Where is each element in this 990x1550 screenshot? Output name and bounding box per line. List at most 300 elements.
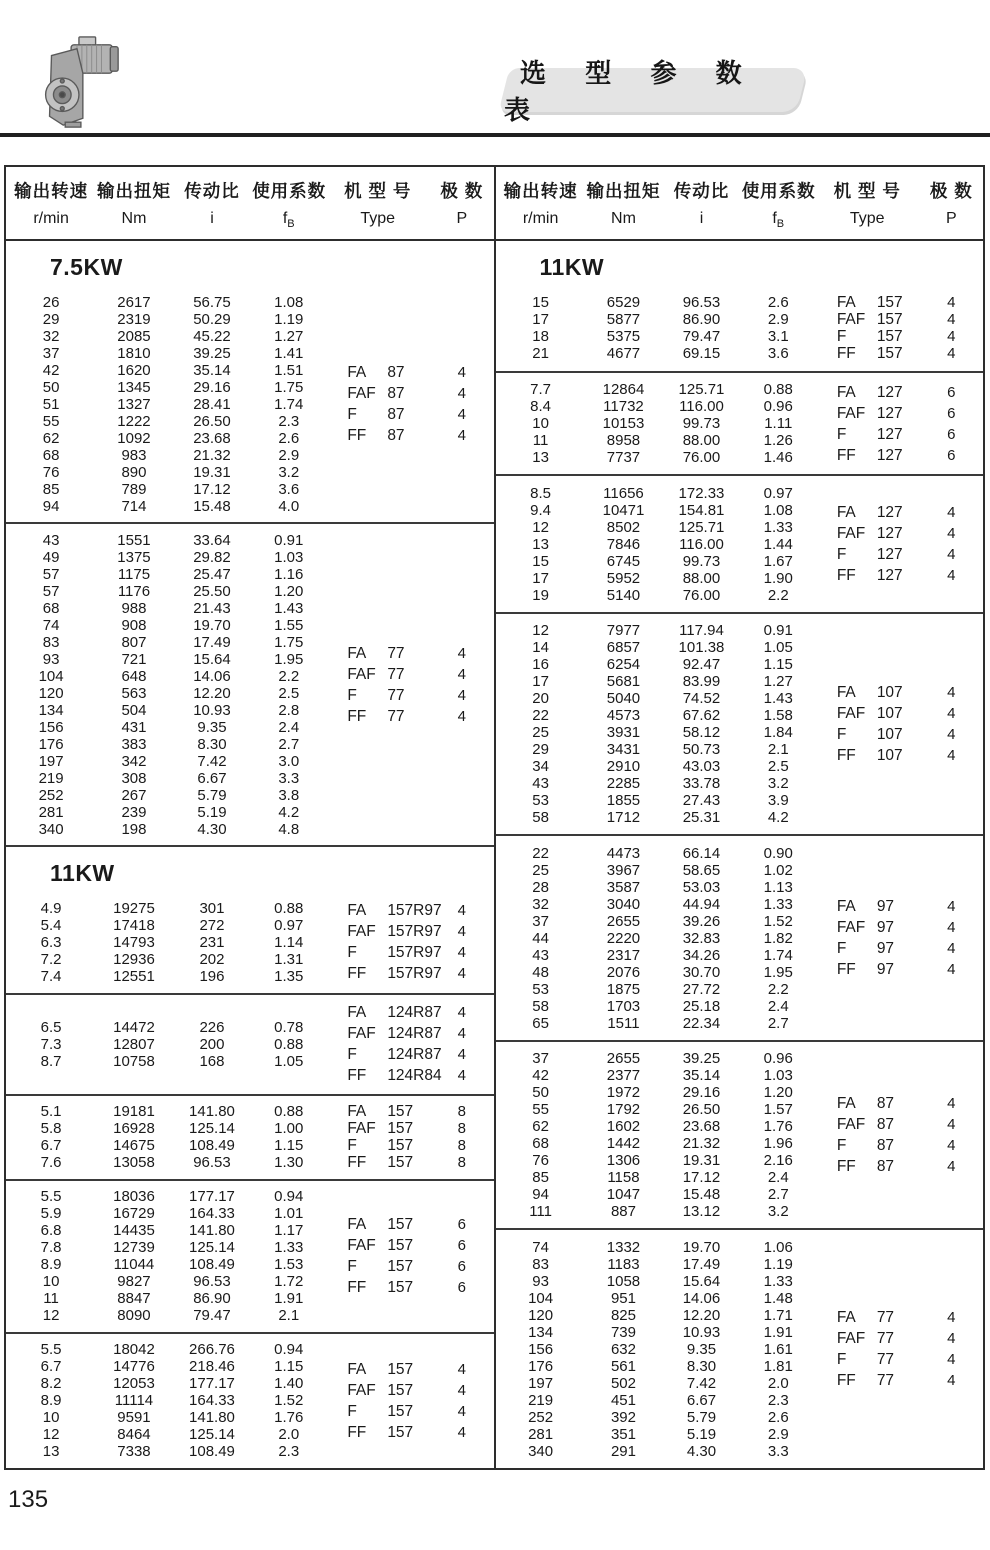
poles-value: 4 — [457, 406, 466, 424]
type-label: F 107 — [836, 726, 903, 744]
header-label: 使用系数 — [741, 181, 816, 201]
value-cell: 13 — [532, 449, 549, 466]
value-cell: 196 — [199, 967, 225, 985]
value-cell: 504 — [121, 701, 147, 719]
value-cell: 96.53 — [193, 1154, 231, 1172]
value-cell: 12 — [42, 1426, 60, 1444]
value-cell: 1.41 — [274, 344, 304, 362]
value-cell: 2220 — [606, 929, 641, 947]
poles-column — [920, 682, 983, 766]
value-cell: 8090 — [117, 1307, 151, 1325]
value-cell: 0.94 — [274, 1188, 304, 1206]
value-cell: 134 — [528, 1323, 554, 1341]
value-cell: 431 — [121, 718, 147, 736]
data-block — [6, 993, 494, 1094]
value-cell: 68 — [532, 1135, 549, 1153]
value-cell: 172.33 — [678, 484, 725, 502]
value-cell: 5.8 — [40, 1120, 62, 1138]
value-cell: 51 — [42, 395, 60, 413]
value-cell: 1176 — [117, 582, 151, 600]
header-rule — [0, 133, 990, 137]
value-cell: 1.53 — [274, 1256, 304, 1274]
value-cell: 451 — [610, 1391, 636, 1409]
value-cell: 7.2 — [40, 950, 62, 968]
value-cell: 5.79 — [197, 786, 227, 804]
header-cell — [252, 178, 325, 230]
value-cell: 632 — [610, 1340, 636, 1358]
value-cell: 50 — [42, 378, 60, 396]
value-column — [496, 485, 586, 604]
section-title: 11KW — [539, 254, 605, 281]
header-cell — [325, 178, 430, 230]
value-cell: 1.30 — [274, 1154, 304, 1172]
value-cell: 1.76 — [274, 1409, 304, 1427]
value-cell: 88.00 — [682, 569, 721, 587]
value-cell: 1.84 — [763, 724, 793, 742]
value-cell: 4.2 — [278, 803, 300, 821]
value-cell: 15 — [532, 294, 549, 312]
value-cell: 1332 — [606, 1238, 641, 1256]
value-cell: 1.71 — [763, 1306, 793, 1324]
value-cell: 37 — [532, 912, 549, 930]
value-cell: 15 — [532, 552, 549, 570]
value-cell: 4573 — [606, 707, 641, 725]
poles-value: 4 — [457, 707, 466, 725]
value-cell: 1.76 — [763, 1118, 793, 1136]
type-column — [325, 900, 442, 984]
value-cell: 25.18 — [682, 997, 721, 1015]
value-column — [6, 1188, 96, 1324]
value-cell: 16 — [532, 656, 549, 674]
value-cell: 0.97 — [763, 484, 793, 502]
type-label: FA 157 — [347, 1216, 414, 1234]
header-unit: $f_B$ — [282, 210, 295, 231]
type-label: FA 107 — [836, 684, 903, 702]
poles-value: 4 — [947, 294, 956, 312]
poles-value: 4 — [457, 1381, 466, 1399]
poles-value: 4 — [947, 940, 956, 958]
data-block — [496, 286, 984, 371]
value-cell: 13.12 — [682, 1203, 721, 1221]
value-cell: 53 — [532, 792, 549, 810]
type-column — [325, 362, 430, 446]
value-cell: 7.4 — [40, 967, 62, 985]
value-cell: 7977 — [606, 622, 641, 640]
value-cell: 2655 — [606, 912, 641, 930]
value-cell: 168 — [199, 1052, 225, 1070]
value-cell: 39.26 — [682, 912, 721, 930]
value-column — [586, 381, 662, 466]
type-label: FAF 97 — [836, 919, 895, 937]
value-cell: 2910 — [606, 758, 641, 776]
value-cell: 1.19 — [763, 1255, 793, 1273]
value-cell: 25.47 — [193, 565, 231, 583]
value-cell: 2.4 — [278, 718, 300, 736]
value-cell: 1.15 — [763, 656, 793, 674]
value-cell: 4.8 — [278, 820, 300, 838]
value-cell: 15.48 — [682, 1186, 721, 1204]
value-column — [6, 900, 96, 985]
value-cell: 1.06 — [763, 1238, 793, 1256]
type-label: F 157R97 — [347, 944, 442, 962]
type-label: FA 77 — [836, 1309, 895, 1327]
value-cell: 0.88 — [274, 899, 304, 917]
value-column — [496, 1239, 586, 1460]
data-block — [496, 834, 984, 1040]
value-cell: 57 — [42, 582, 60, 600]
value-cell: 12739 — [113, 1239, 155, 1257]
value-cell: 44.94 — [682, 895, 721, 913]
value-cell: 8.4 — [530, 398, 552, 415]
value-cell: 13 — [532, 535, 549, 553]
value-cell: 198 — [121, 820, 147, 838]
type-label: FA 127 — [836, 504, 903, 522]
value-column — [6, 1341, 96, 1460]
value-cell: 83 — [532, 1255, 549, 1273]
value-cell: 74 — [532, 1238, 549, 1256]
type-label: FAF 157 — [347, 1120, 414, 1138]
value-cell: 340 — [528, 1442, 554, 1460]
value-cell: 6745 — [606, 552, 641, 570]
value-column — [586, 622, 662, 826]
value-cell: 1183 — [607, 1255, 640, 1273]
value-cell: 789 — [121, 480, 147, 498]
value-cell: 1.46 — [763, 449, 793, 466]
value-cell: 12.20 — [193, 684, 231, 702]
value-cell: 8.7 — [40, 1052, 62, 1070]
value-column — [742, 294, 815, 362]
value-cell: 19.70 — [682, 1238, 721, 1256]
value-cell: 108.49 — [189, 1443, 235, 1461]
value-cell: 3.3 — [278, 769, 300, 787]
value-cell: 14 — [532, 639, 549, 657]
poles-value: 4 — [947, 705, 956, 723]
value-cell: 4.0 — [278, 497, 300, 515]
value-cell: 28.41 — [193, 395, 231, 413]
value-cell: 19 — [532, 586, 549, 604]
value-cell: 154.81 — [678, 501, 725, 519]
poles-value: 4 — [947, 1116, 956, 1134]
value-cell: 14.06 — [193, 667, 231, 685]
value-cell: 7737 — [606, 449, 641, 466]
value-column — [96, 1341, 172, 1460]
type-column — [815, 896, 920, 980]
header-label: 输出扭矩 — [586, 181, 661, 201]
value-cell: 16928 — [113, 1120, 155, 1138]
value-cell: 281 — [528, 1425, 554, 1443]
value-cell: 7338 — [117, 1443, 151, 1461]
value-cell: 3.6 — [278, 480, 300, 498]
type-column — [325, 1214, 430, 1298]
value-cell: 1855 — [606, 792, 641, 810]
value-cell: 1.17 — [274, 1222, 304, 1240]
value-cell: 2.9 — [767, 311, 789, 329]
value-cell: 17.49 — [682, 1255, 721, 1273]
value-cell: 116.00 — [679, 535, 724, 553]
value-cell: 1972 — [606, 1084, 641, 1102]
value-column — [586, 845, 662, 1032]
poles-value: 4 — [947, 1158, 956, 1176]
header-label: 输出转速 — [14, 181, 89, 201]
poles-value: 6 — [457, 1216, 466, 1234]
column-right — [494, 167, 984, 1468]
value-cell: 48 — [532, 963, 549, 981]
value-cell: 26.50 — [682, 1101, 721, 1119]
value-cell: 76.00 — [682, 449, 721, 466]
value-cell: 1.08 — [763, 501, 793, 519]
value-cell: 8502 — [606, 518, 641, 536]
value-cell: 6857 — [606, 639, 641, 657]
value-cell: 252 — [38, 786, 64, 804]
value-cell: 17 — [532, 311, 549, 329]
value-cell: 8.5 — [530, 484, 552, 502]
value-cell: 8.30 — [197, 735, 227, 753]
value-cell: 3.1 — [767, 328, 789, 346]
value-cell: 120 — [528, 1306, 554, 1324]
value-cell: 0.88 — [763, 381, 793, 398]
value-cell: 7.3 — [40, 1035, 62, 1053]
value-cell: 10153 — [602, 415, 645, 432]
type-label: FF 157 — [347, 1279, 414, 1297]
value-column — [172, 1341, 252, 1460]
header-label: 使用系数 — [252, 181, 327, 201]
value-cell: 30.70 — [682, 963, 721, 981]
type-label: FA 157 — [836, 294, 903, 312]
value-cell: 5375 — [606, 328, 641, 346]
value-cell: 19181 — [113, 1103, 155, 1121]
value-column — [252, 532, 325, 838]
header-cell — [920, 178, 983, 230]
poles-value: 4 — [947, 328, 956, 346]
poles-value: 4 — [947, 919, 956, 937]
value-cell: 10758 — [113, 1052, 155, 1070]
value-cell: 0.88 — [274, 1103, 304, 1121]
value-cell: 3431 — [606, 741, 641, 759]
value-cell: 2.3 — [278, 1443, 300, 1461]
value-cell: 26 — [42, 293, 60, 311]
value-column — [252, 900, 325, 985]
poles-value: 8 — [457, 1103, 466, 1121]
poles-value: 4 — [947, 1309, 956, 1327]
value-cell: 62 — [42, 429, 60, 447]
value-cell: 1875 — [606, 980, 641, 998]
value-cell: 226 — [199, 1018, 225, 1036]
poles-column — [920, 294, 983, 362]
value-cell: 3.2 — [767, 775, 789, 793]
banner-title: 选 型 参 数 表 — [504, 58, 758, 125]
type-label: FAF 157 — [347, 1381, 414, 1399]
poles-column — [430, 900, 493, 984]
value-cell: 1.95 — [274, 650, 304, 668]
poles-column — [430, 1359, 493, 1443]
value-column — [96, 532, 172, 838]
poles-value: 4 — [947, 1137, 956, 1155]
value-column — [496, 1050, 586, 1220]
type-label: FA 127 — [836, 383, 903, 401]
value-cell: 66.14 — [682, 844, 721, 862]
type-label: FAF 107 — [836, 705, 903, 723]
value-cell: 3967 — [606, 861, 641, 879]
header-cell — [586, 178, 662, 230]
value-cell: 156 — [38, 718, 64, 736]
value-cell: 141.80 — [189, 1222, 235, 1240]
value-cell: 2.5 — [278, 684, 300, 702]
value-cell: 7.6 — [40, 1154, 62, 1172]
value-cell: 3931 — [606, 724, 641, 742]
poles-value: 4 — [457, 1046, 466, 1064]
poles-column — [430, 1002, 493, 1086]
value-cell: 32.83 — [682, 929, 721, 947]
value-column — [661, 1239, 741, 1460]
type-column — [325, 1002, 442, 1086]
poles-value: 4 — [457, 665, 466, 683]
value-cell: 2.0 — [278, 1426, 300, 1444]
value-cell: 18042 — [113, 1341, 155, 1359]
header-cell — [496, 178, 586, 230]
value-cell: 34.26 — [682, 946, 721, 964]
type-label: F 124R87 — [347, 1046, 442, 1064]
poles-value: 8 — [457, 1120, 466, 1138]
poles-value: 6 — [947, 446, 956, 464]
value-cell: 50.29 — [193, 310, 231, 328]
value-cell: 1222 — [117, 412, 151, 430]
poles-value: 6 — [457, 1279, 466, 1297]
data-block — [496, 371, 984, 475]
poles-value: 4 — [457, 1360, 466, 1378]
poles-value: 4 — [947, 525, 956, 543]
value-cell: 13058 — [113, 1154, 155, 1172]
poles-value: 4 — [947, 1372, 956, 1390]
value-cell: 1.00 — [274, 1120, 304, 1138]
value-cell: 714 — [121, 497, 147, 515]
value-cell: 2.1 — [767, 741, 789, 759]
poles-column — [430, 1103, 493, 1171]
value-column — [586, 1050, 662, 1220]
value-cell: 219 — [38, 769, 64, 787]
value-cell: 0.96 — [763, 398, 793, 415]
value-cell: 177.17 — [189, 1375, 235, 1393]
value-cell: 1.33 — [763, 895, 793, 913]
header-unit: P — [456, 210, 468, 227]
value-cell: 1.90 — [763, 569, 793, 587]
value-cell: 1.33 — [274, 1239, 304, 1257]
value-cell: 7.42 — [686, 1374, 717, 1392]
value-cell: 96.53 — [682, 294, 721, 312]
value-cell: 4.2 — [767, 809, 789, 827]
value-cell: 200 — [199, 1035, 225, 1053]
value-cell: 1.20 — [763, 1084, 793, 1102]
value-cell: 6.7 — [40, 1137, 62, 1155]
data-block — [6, 1332, 494, 1468]
value-cell: 1.81 — [763, 1357, 793, 1375]
value-cell: 23.68 — [682, 1118, 721, 1136]
value-cell: 83.99 — [682, 673, 721, 691]
value-cell: 53.03 — [682, 878, 721, 896]
value-column — [172, 294, 252, 515]
value-cell: 86.90 — [193, 1290, 231, 1308]
value-cell: 11732 — [603, 398, 644, 415]
value-cell: 11044 — [113, 1256, 155, 1274]
value-cell: 39.25 — [682, 1050, 721, 1068]
value-cell: 17418 — [113, 916, 155, 934]
poles-value: 4 — [457, 902, 466, 920]
value-cell: 22.34 — [682, 1014, 721, 1032]
value-cell: 4.9 — [40, 899, 62, 917]
value-cell: 2.1 — [278, 1307, 300, 1325]
value-cell: 69.15 — [682, 345, 721, 363]
value-cell: 12864 — [602, 381, 645, 398]
value-cell: 15.64 — [193, 650, 231, 668]
value-cell: 1712 — [606, 809, 641, 827]
value-cell: 1.13 — [763, 878, 793, 896]
data-block — [496, 1228, 984, 1468]
value-cell: 5681 — [606, 673, 641, 691]
value-cell: 5952 — [606, 569, 641, 587]
value-cell: 176 — [38, 735, 64, 753]
value-cell: 5.4 — [40, 916, 62, 934]
type-label: FF 87 — [836, 1158, 895, 1176]
value-cell: 2.7 — [767, 1014, 789, 1032]
value-cell: 1.57 — [763, 1101, 793, 1119]
value-cell: 12807 — [113, 1035, 155, 1053]
value-cell: 739 — [610, 1323, 636, 1341]
value-cell: 58 — [532, 809, 549, 827]
value-cell: 1.74 — [763, 946, 793, 964]
value-column — [586, 294, 662, 362]
value-cell: 19275 — [113, 899, 155, 917]
value-cell: 10 — [42, 1273, 60, 1291]
value-cell: 125.14 — [189, 1120, 235, 1138]
value-cell: 76.00 — [682, 586, 721, 604]
value-cell: 96.53 — [193, 1273, 231, 1291]
poles-value: 6 — [947, 383, 956, 401]
value-cell: 1.15 — [274, 1137, 304, 1155]
type-label: FF 157 — [347, 1423, 414, 1441]
header-label: 传动比 — [184, 181, 240, 201]
value-cell: 0.90 — [763, 844, 793, 862]
page-header — [0, 0, 990, 133]
value-column — [742, 622, 815, 826]
value-cell: 22 — [532, 844, 549, 862]
value-cell: 50.73 — [682, 741, 721, 759]
value-cell: 21.43 — [193, 599, 231, 617]
value-cell: 16729 — [113, 1205, 155, 1223]
header-cell — [172, 178, 252, 230]
value-cell: 33.78 — [682, 775, 721, 793]
value-cell: 1.91 — [763, 1323, 793, 1341]
header-unit: Nm — [121, 210, 147, 227]
column-left — [6, 167, 494, 1468]
type-label: F 127 — [836, 425, 903, 443]
data-block — [496, 474, 984, 612]
value-cell: 1.40 — [274, 1375, 304, 1393]
value-cell: 12 — [532, 622, 549, 640]
poles-value: 4 — [457, 965, 466, 983]
value-cell: 351 — [610, 1425, 636, 1443]
value-cell: 21.32 — [682, 1135, 721, 1153]
poles-value: 6 — [947, 425, 956, 443]
value-cell: 32 — [42, 327, 60, 345]
value-column — [661, 1050, 741, 1220]
value-cell: 7.42 — [197, 752, 227, 770]
value-cell: 35.14 — [193, 361, 231, 379]
type-label: F 97 — [836, 940, 895, 958]
data-block — [496, 612, 984, 835]
value-cell: 2085 — [117, 327, 151, 345]
poles-value: 4 — [947, 311, 956, 329]
value-cell: 2.6 — [278, 429, 300, 447]
type-label: F 87 — [347, 406, 405, 424]
